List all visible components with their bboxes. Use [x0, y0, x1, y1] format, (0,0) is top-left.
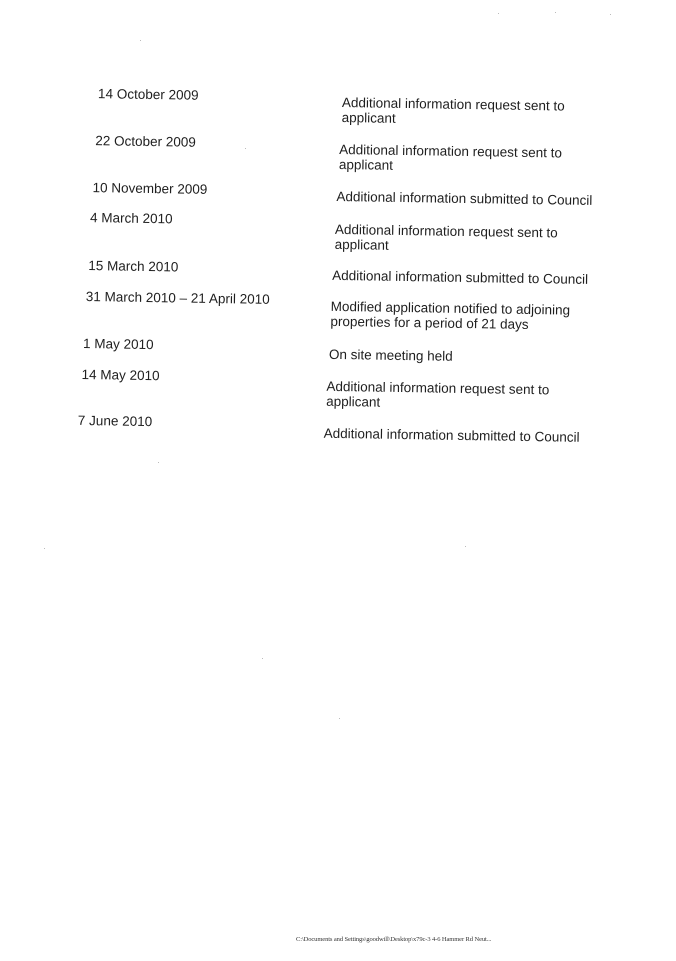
- entry-description: Additional information submitted to Council: [332, 267, 589, 287]
- timeline-row: [2, 288, 676, 343]
- timeline-row: [5, 132, 676, 187]
- entry-date: 22 October 2009: [95, 133, 196, 150]
- timeline-row: [0, 412, 676, 467]
- entry-description: On site meeting held: [328, 346, 453, 364]
- scan-speck: [610, 14, 611, 15]
- entry-date: 14 October 2009: [97, 86, 199, 103]
- scan-speck: [262, 658, 263, 659]
- entry-date: 1 May 2010: [82, 335, 154, 353]
- entry-description: Modified application notified to adjoining properties for a period of 21 days: [330, 298, 571, 332]
- scan-speck: [245, 148, 246, 149]
- entry-date: 4 March 2010: [89, 210, 173, 227]
- timeline-row: [1, 366, 676, 421]
- entry-date: 14 May 2010: [81, 366, 160, 384]
- entry-description: Additional information request sent to applicant: [326, 378, 550, 410]
- scan-speck: [465, 546, 466, 547]
- scan-speck: [555, 12, 556, 13]
- entry-date: 31 March 2010 – 21 April 2010: [85, 289, 270, 307]
- entry-date: 15 March 2010: [88, 258, 179, 275]
- entry-description: Additional information request sent to applicant: [334, 221, 558, 253]
- scan-speck: [498, 13, 499, 14]
- entry-description: Additional information submitted to Council: [323, 425, 580, 445]
- scan-speck: [140, 40, 141, 41]
- timeline-row: [3, 209, 676, 264]
- scan-speck: [339, 718, 340, 719]
- scan-speck: [158, 462, 159, 463]
- entry-description: Additional information request sent to applicant: [338, 141, 563, 173]
- timeline-row: [5, 85, 676, 140]
- file-path-footer: C:\Documents and Settings\goodwill\Desktop\x79c-3 4-6 Hammer Rd Neut...: [296, 936, 492, 943]
- entry-description: Additional information submitted to Council: [336, 188, 593, 208]
- entry-date: 7 June 2010: [77, 412, 153, 430]
- scan-speck: [44, 548, 45, 549]
- entry-date: 10 November 2009: [92, 180, 208, 197]
- entry-description: Additional information request sent to applicant: [341, 95, 565, 126]
